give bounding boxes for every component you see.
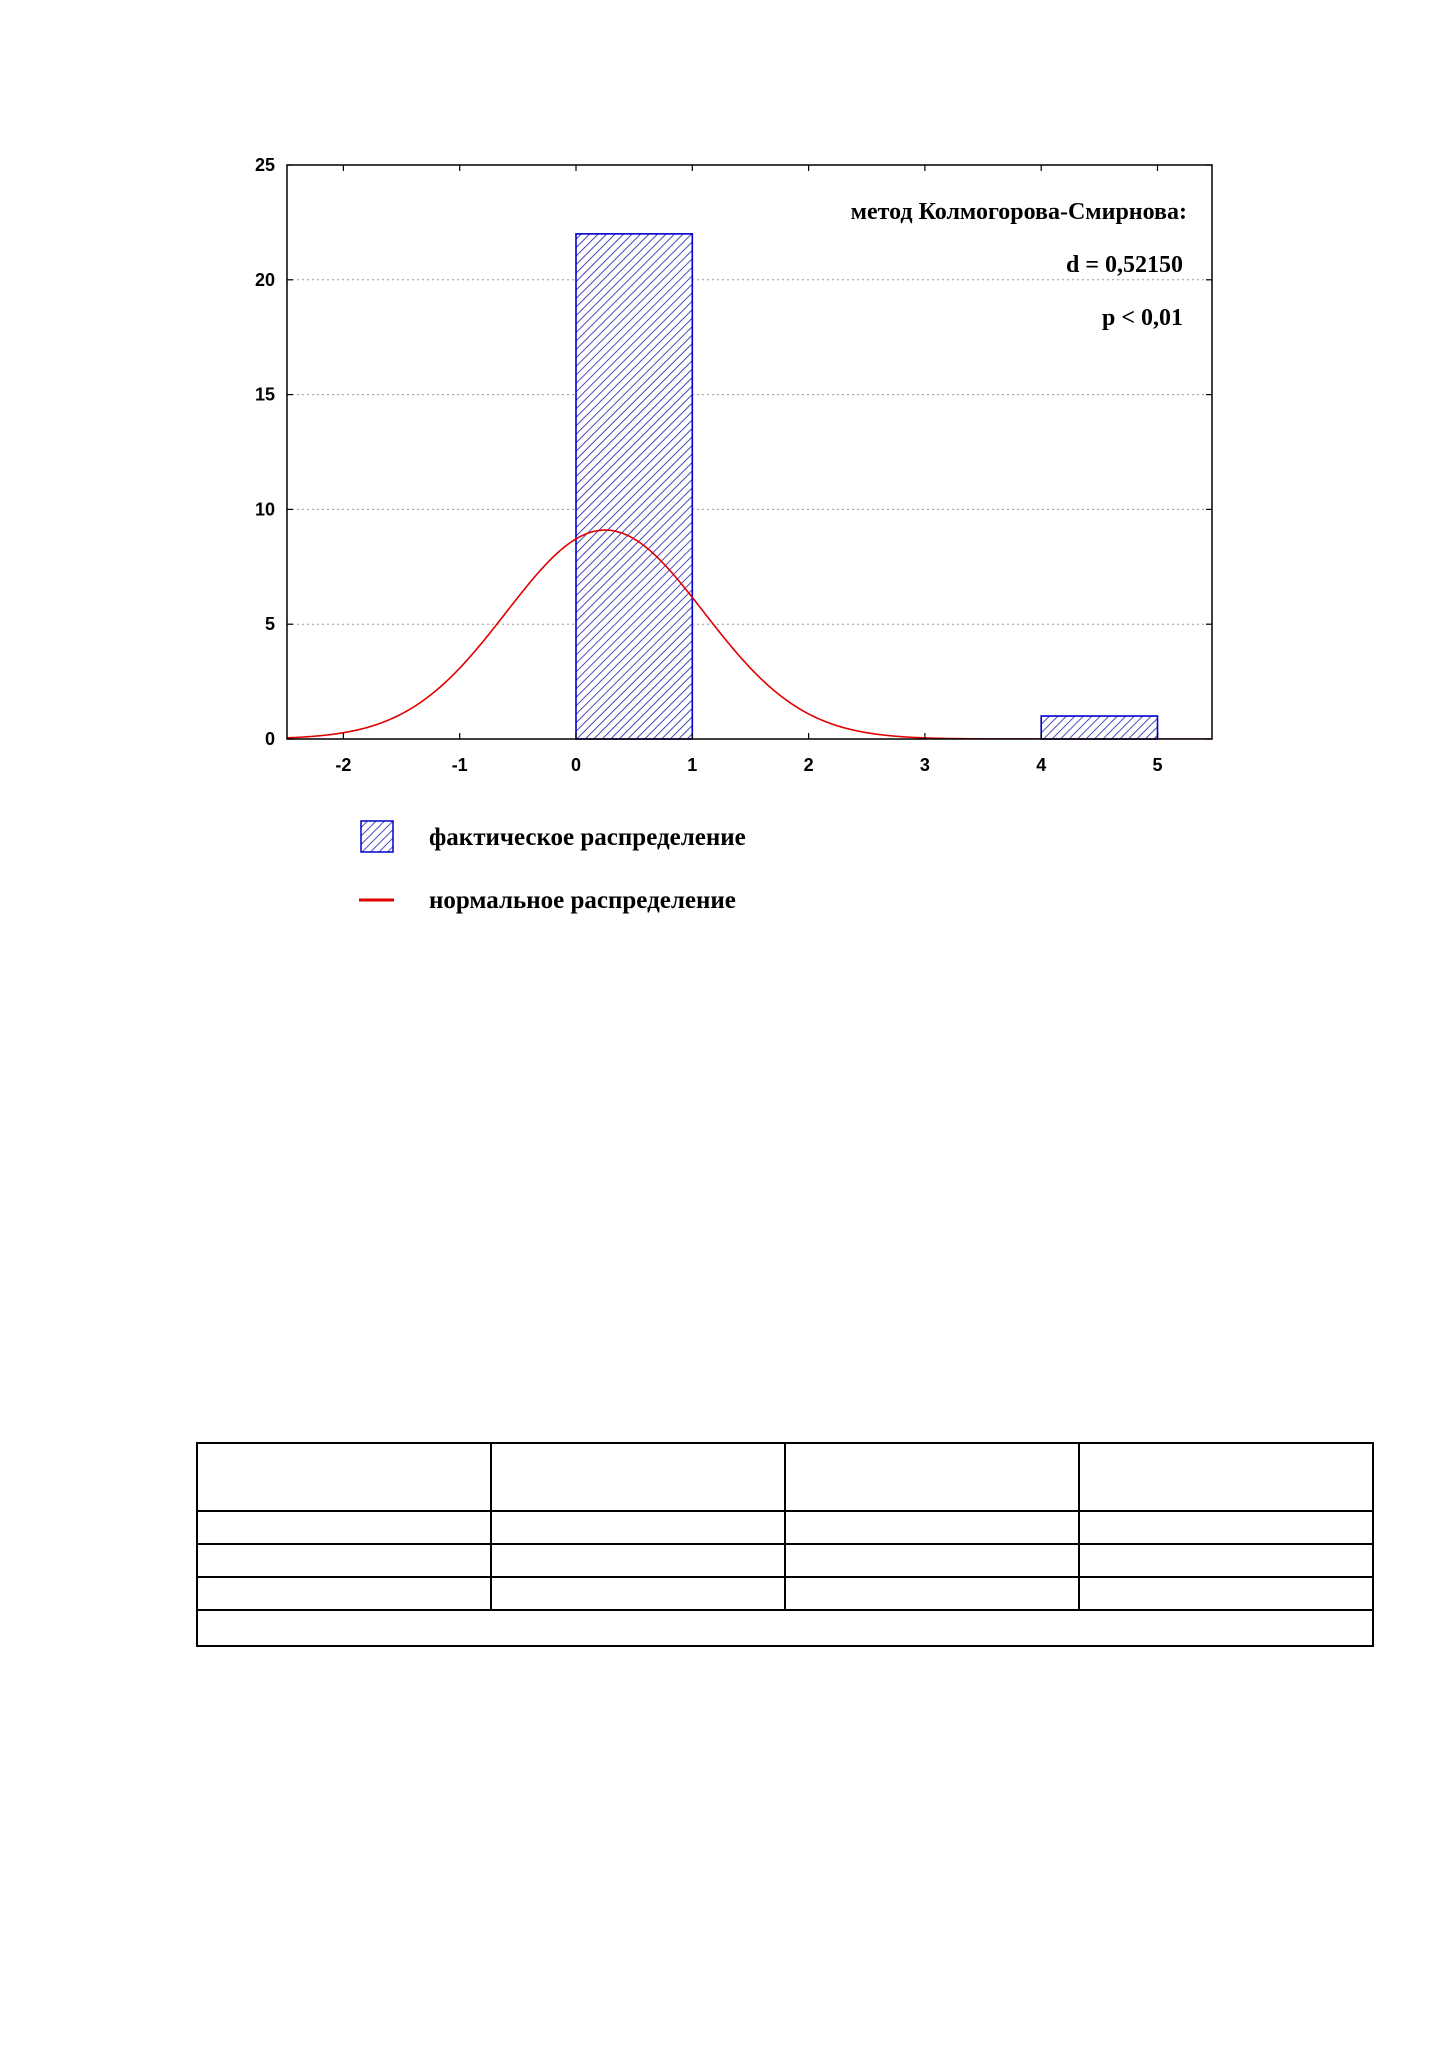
x-tick-label: -1 — [451, 755, 468, 775]
y-axis — [255, 155, 1212, 749]
table-cell — [491, 1577, 785, 1610]
table-row — [197, 1443, 1373, 1511]
legend-label-normal: нормальное распределение — [429, 887, 736, 914]
table-cell — [197, 1610, 1373, 1646]
table-row — [197, 1610, 1373, 1646]
table-row — [197, 1544, 1373, 1577]
data-table — [196, 1442, 1374, 1647]
table-cell — [1079, 1577, 1373, 1610]
table-cell — [491, 1511, 785, 1544]
table-cell — [785, 1544, 1079, 1577]
histogram-bar — [576, 234, 692, 739]
table-cell — [197, 1577, 491, 1610]
annotation-method: метод Колмогорова-Смирнова: — [850, 199, 1187, 225]
x-axis — [335, 165, 1162, 775]
legend — [359, 821, 746, 914]
histogram-bar — [1041, 716, 1157, 739]
table-row — [197, 1577, 1373, 1610]
chart — [0, 0, 1449, 960]
y-tick-label: 10 — [254, 499, 275, 520]
x-tick-label: -2 — [335, 755, 352, 775]
x-tick-label: 0 — [570, 755, 582, 775]
annotation-d: d = 0,52150 — [1065, 252, 1183, 278]
table-cell — [1079, 1544, 1373, 1577]
normal-curve-line — [285, 530, 1215, 739]
table-cell — [197, 1544, 491, 1577]
bars — [576, 234, 1158, 739]
table-cell — [491, 1544, 785, 1577]
y-tick-label: 20 — [254, 269, 275, 290]
x-tick-label: 5 — [1152, 755, 1163, 775]
annotation-box — [851, 199, 1187, 331]
x-tick-label: 4 — [1036, 755, 1047, 775]
x-tick-label: 1 — [687, 755, 698, 775]
x-tick-label: 2 — [803, 755, 814, 775]
table-cell — [197, 1443, 491, 1511]
table-cell — [785, 1511, 1079, 1544]
annotation-p: p < 0,01 — [1101, 305, 1183, 331]
table-cell — [197, 1511, 491, 1544]
table-cell — [785, 1577, 1079, 1610]
legend-swatch-bar — [361, 821, 393, 852]
table-cell — [1079, 1511, 1373, 1544]
y-tick-label: 25 — [254, 155, 275, 175]
normal-curve — [285, 530, 1215, 739]
legend-label-actual: фактическое распределение — [429, 824, 746, 851]
y-tick-label: 0 — [264, 729, 275, 749]
table-cell — [1079, 1443, 1373, 1511]
grid-lines — [287, 280, 1212, 624]
y-tick-label: 15 — [254, 384, 275, 405]
x-tick-label: 3 — [919, 755, 930, 775]
table-cell — [785, 1443, 1079, 1511]
y-tick-label: 5 — [264, 614, 275, 635]
table-row — [197, 1511, 1373, 1544]
table-cell — [491, 1443, 785, 1511]
